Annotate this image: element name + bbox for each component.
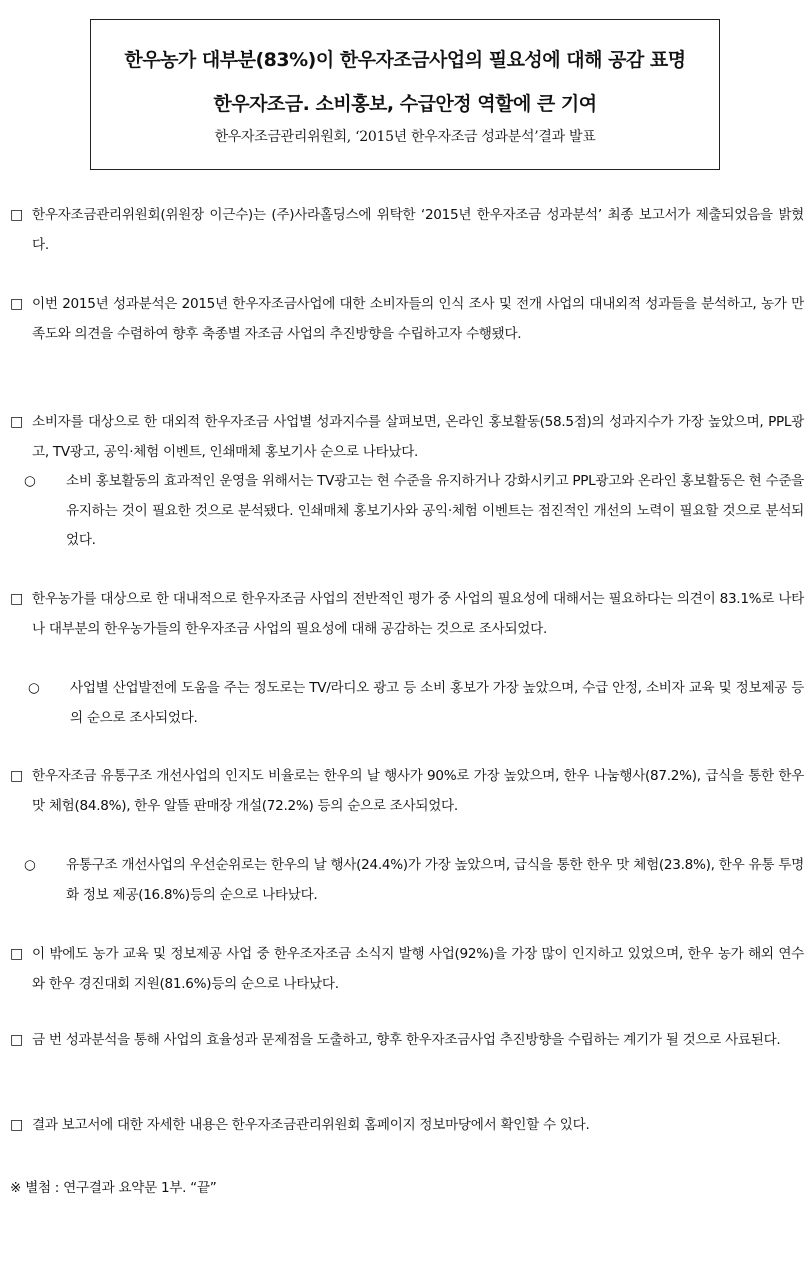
paragraph-3 — [10, 408, 804, 467]
circle-bullet-icon: ○ — [28, 680, 40, 696]
paragraph-text: 사업별 산업발전에 도움을 주는 정도로는 TV/라디오 광고 등 소비 홍보가 가장 높았으며, 수급 안정, 소비자 교육 및 정보제공 등의 순으로 조사되었다. — [70, 680, 804, 726]
paragraph-7 — [10, 1026, 804, 1056]
paragraph-text: 소비자를 대상으로 한 대외적 한우자조금 사업별 성과지수를 살펴보면, 온라인 홍보활동(58.5점)의 성과지수가 가장 높았으며, PPL광고, TV광고, 공익·체험 이벤트, 인쇄매체 홍보기사 순으로 나타났다. — [32, 414, 804, 460]
paragraph-text: 이 밖에도 농가 교육 및 정보제공 사업 중 한우조자조금 소식지 발행 사업(92%)을 가장 많이 인지하고 있었으며, 한우 농가 해외 연수와 한우 경진대회 지원(81.6%)등의 순으로 나타났다. — [32, 946, 804, 992]
paragraph-3-detail — [24, 467, 804, 556]
sub-headline: 한우자조금. 소비홍보, 수급안정 역할에 큰 기여 — [213, 93, 597, 115]
headline: 한우농가 대부분(83%)이 한우자조금사업의 필요성에 대해 공감 표명 — [124, 49, 686, 71]
paragraph-2 — [10, 290, 804, 349]
paragraph-text: 유통구조 개선사업의 우선순위로는 한우의 날 행사(24.4%)가 가장 높았으며, 급식을 통한 한우 맛 체험(23.8%), 한우 유통 투명화 정보 제공(16.8%)등의 순으로 나타났다. — [66, 857, 804, 903]
paragraph-text: 결과 보고서에 대한 자세한 내용은 한우자조금관리위원회 홈페이지 정보마당에서 확인할 수 있다. — [32, 1117, 590, 1133]
paragraph-4 — [10, 585, 804, 644]
square-bullet-icon: □ — [10, 1032, 23, 1048]
square-bullet-icon: □ — [10, 207, 23, 223]
paragraph-text: 한우자조금관리위원회(위원장 이근수)는 (주)사라홀딩스에 위탁한 ‘2015년 한우자조금 성과분석’ 최종 보고서가 제출되었음을 밝혔다. — [32, 207, 804, 253]
square-bullet-icon: □ — [10, 296, 23, 312]
paragraph-6 — [10, 940, 804, 999]
square-bullet-icon: □ — [10, 414, 23, 430]
paragraph-5-detail — [24, 851, 804, 910]
title-box — [90, 19, 720, 170]
paragraph-5 — [10, 762, 804, 821]
press-source-line: 한우자조금관리위원회, ‘2015년 한우자조금 성과분석’결과 발표 — [214, 129, 596, 145]
paragraph-text: 소비 홍보활동의 효과적인 운영을 위해서는 TV광고는 현 수준을 유지하거나 강화시키고 PPL광고와 온라인 홍보활동은 현 수준을 유지하는 것이 필요한 것으로 분석됐다. 인쇄매체 홍보기사와 공익·체험 이벤트는 점진적인 개선의 노력이 필요할 것으로 분석되었다. — [66, 473, 804, 548]
square-bullet-icon: □ — [10, 591, 23, 607]
square-bullet-icon: □ — [10, 1117, 23, 1133]
square-bullet-icon: □ — [10, 946, 23, 962]
square-bullet-icon: □ — [10, 768, 23, 784]
paragraph-text: 금 번 성과분석을 통해 사업의 효율성과 문제점을 도출하고, 향후 한우자조금사업 추진방향을 수립하는 계기가 될 것으로 사료된다. — [32, 1032, 781, 1048]
paragraph-text: 한우농가를 대상으로 한 대내적으로 한우자조금 사업의 전반적인 평가 중 사업의 필요성에 대해서는 필요하다는 의견이 83.1%로 나타나 대부분의 한우농가들의 한우자조금 사업의 필요성에 대해 공감하는 것으로 조사되었다. — [32, 591, 804, 637]
attachment-note: ※ 별첨 : 연구결과 요약문 1부. “끝” — [10, 1180, 217, 1196]
circle-bullet-icon: ○ — [24, 473, 36, 489]
paragraph-1 — [10, 201, 804, 260]
circle-bullet-icon: ○ — [24, 857, 36, 873]
paragraph-text: 이번 2015년 성과분석은 2015년 한우자조금사업에 대한 소비자들의 인식 조사 및 전개 사업의 대내외적 성과들을 분석하고, 농가 만족도와 의견을 수렴하여 향후 축종별 자조금 사업의 추진방향을 수립하고자 수행됐다. — [32, 296, 804, 342]
paragraph-text: 한우자조금 유통구조 개선사업의 인지도 비율로는 한우의 날 행사가 90%로 가장 높았으며, 한우 나눔행사(87.2%), 급식을 통한 한우 맛 체험(84.8%), 한우 알뜰 판매장 개설(72.2%) 등의 순으로 조사되었다. — [32, 768, 804, 814]
paragraph-4-detail — [28, 674, 804, 733]
paragraph-8 — [10, 1111, 804, 1141]
